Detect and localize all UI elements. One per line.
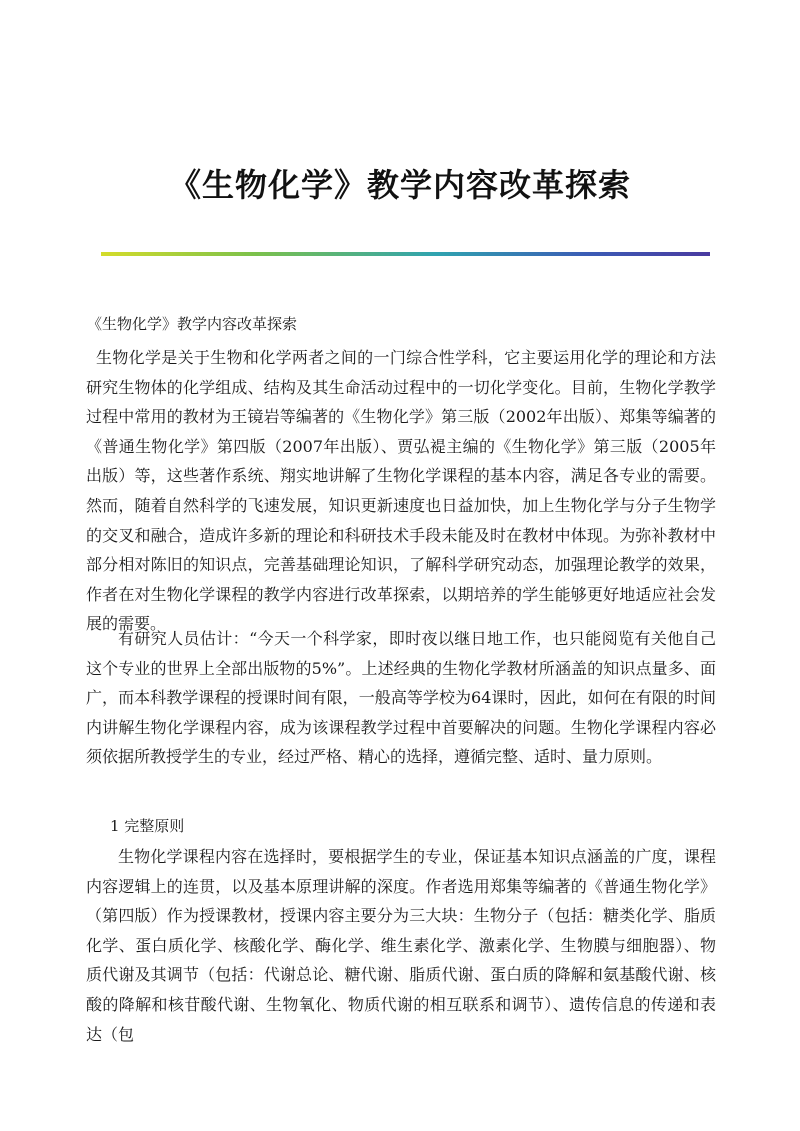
body-paragraph: 生物化学是关于生物和化学两者之间的一门综合性学科，它主要运用化学的理论和方法研究生物体的化学组成、结构及其生命活动过程中的一切化学变化。目前，生物化学教学过程中常用的教材为王镜岩等编著的《生物化学》第三版（2002年出版）、郑集等编著的《普通生物化学》第四版（2007年出版）、贾弘褆主编的《生物化学》第三版（2005年出版）等，这些著作系统、翔实地讲解了生物化学课程的基本内容，满足各专业的需要。然而，随着自然科学的飞速发展，知识更新速度也日益加快，加上生物化学与分子生物学的交叉和融合，造成许多新的理论和科研技术手段未能及时在教材中体现。为弥补教材中部分相对陈旧的知识点，完善基础理论知识，了解科学研究动态，加强理论教学的效果，作者在对生物化学课程的教学内容进行改革探索，以期培养的学生能够更好地适应社会发展的需要。 xyxy=(86,348,716,634)
document-subtitle: 《生物化学》教学内容改革探索 xyxy=(87,315,298,333)
document-title: 《生物化学》教学内容改革探索 xyxy=(168,166,631,204)
title-divider xyxy=(101,252,710,256)
section-paragraph: 生物化学课程内容在选择时，要根据学生的专业，保证基本知识点涵盖的广度，课程内容逻辑上的连贯，以及基本原理讲解的深度。作者选用郑集等编著的《普通生物化学》（第四版）作为授课教材，授课内容主要分为三大块：生物分子（包括：糖类化学、脂质化学、蛋白质化学、核酸化学、酶化学、维生素化学、激素化学、生物膜与细胞器）、物质代谢及其调节（包括：代谢总论、糖代谢、脂质代谢、蛋白质的降解和氨基酸代谢、核酸的降解和核苷酸代谢、生物氧化、物质代谢的相互联系和调节）、遗传信息的传递和表达（包 xyxy=(86,847,716,1044)
body-paragraph: 有研究人员估计：“今天一个科学家，即时夜以继日地工作，也只能阅览有关他自己这个专业的世界上全部出版物的5%”。上述经典的生物化学教材所涵盖的知识点量多、面广，而本科教学课程的授课时间有限，一般高等学校为64课时，因此，如何在有限的时间内讲解生物化学课程内容，成为该课程教学过程中首要解决的问题。生物化学课程内容必须依据所教授学生的专业，经过严格、精心的选择，遵循完整、适时、量力原则。 xyxy=(86,629,716,767)
section-heading: 1 完整原则 xyxy=(110,817,185,835)
